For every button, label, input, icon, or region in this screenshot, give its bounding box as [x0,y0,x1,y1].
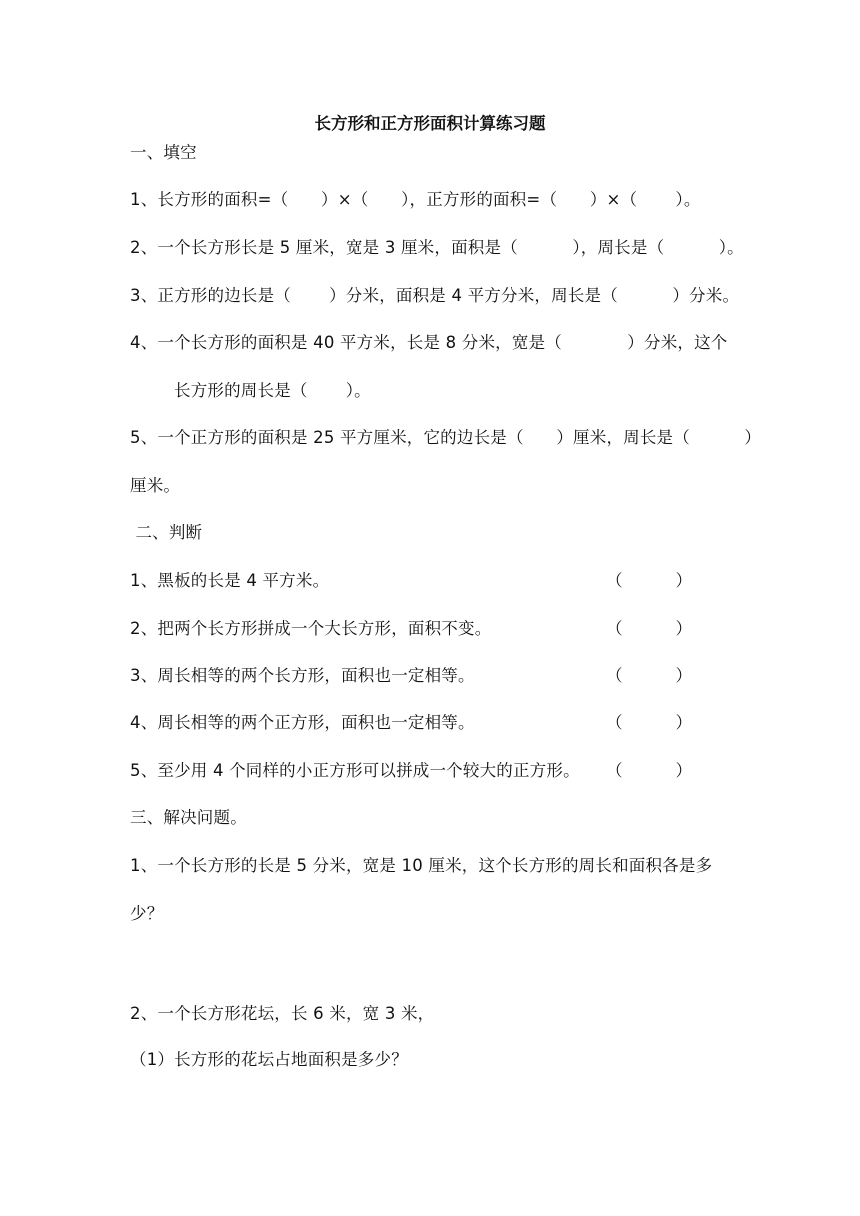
close-paren: ） [675,666,692,685]
judgement-item-3: 3、周长相等的两个长方形，面积也一定相等。 [130,666,475,685]
open-paren: （ [606,761,623,780]
question-fill-2: 2、一个长方形长是 5 厘米，宽是 3 厘米，面积是（ ），周长是（ ）。 [130,238,744,257]
open-paren: （ [606,666,623,685]
close-paren: ） [675,619,692,638]
answer-parens-3 [606,665,692,687]
problem-2-sub1: （1）长方形的花坛占地面积是多少？ [130,1050,408,1069]
close-paren: ） [675,713,692,732]
judgement-item-1: 1、黑板的长是 4 平方米。 [130,571,330,590]
answer-parens-1 [606,570,692,592]
question-fill-1: 1、长方形的面积=（ ）×（ ），正方形的面积=（ ）×（ ）。 [130,190,701,209]
close-paren: ） [675,571,692,590]
close-paren: ） [675,761,692,780]
section-heading-problems: 三、解决问题。 [130,808,247,827]
problem-1-line2: 少？ [130,904,164,923]
open-paren: （ [606,713,623,732]
question-fill-3: 3、正方形的边长是（ ）分米，面积是 4 平方分米，周长是（ ）分米。 [130,286,740,305]
answer-parens-2 [606,618,692,640]
open-paren: （ [606,619,623,638]
question-fill-5-line1: 5、一个正方形的面积是 25 平方厘米，它的边长是（ ）厘米，周长是（ ） [130,428,762,447]
question-fill-5-line2: 厘米。 [130,476,181,495]
section-heading-judgement: 二、判断 [130,523,203,542]
problem-2-line1: 2、一个长方形花坛，长 6 米，宽 3 米， [130,1004,435,1023]
open-paren: （ [606,571,623,590]
question-fill-4-line2: 长方形的周长是（ ）。 [174,381,371,400]
problem-1-line1: 1、一个长方形的长是 5 分米，宽是 10 厘米，这个长方形的周长和面积各是多 [130,856,713,875]
judgement-item-2: 2、把两个长方形拼成一个大长方形，面积不变。 [130,619,492,638]
question-fill-4-line1: 4、一个长方形的面积是 40 平方米，长是 8 分米，宽是（ ）分米，这个 [130,333,728,352]
section-heading-fill-blank: 一、填空 [130,143,197,162]
judgement-item-4: 4、周长相等的两个正方形，面积也一定相等。 [130,713,475,732]
answer-parens-5 [606,760,692,782]
page-title: 长方形和正方形面积计算练习题 [314,114,546,133]
judgement-item-5: 5、至少用 4 个同样的小正方形可以拼成一个较大的正方形。 [130,761,580,780]
answer-parens-4 [606,712,692,734]
